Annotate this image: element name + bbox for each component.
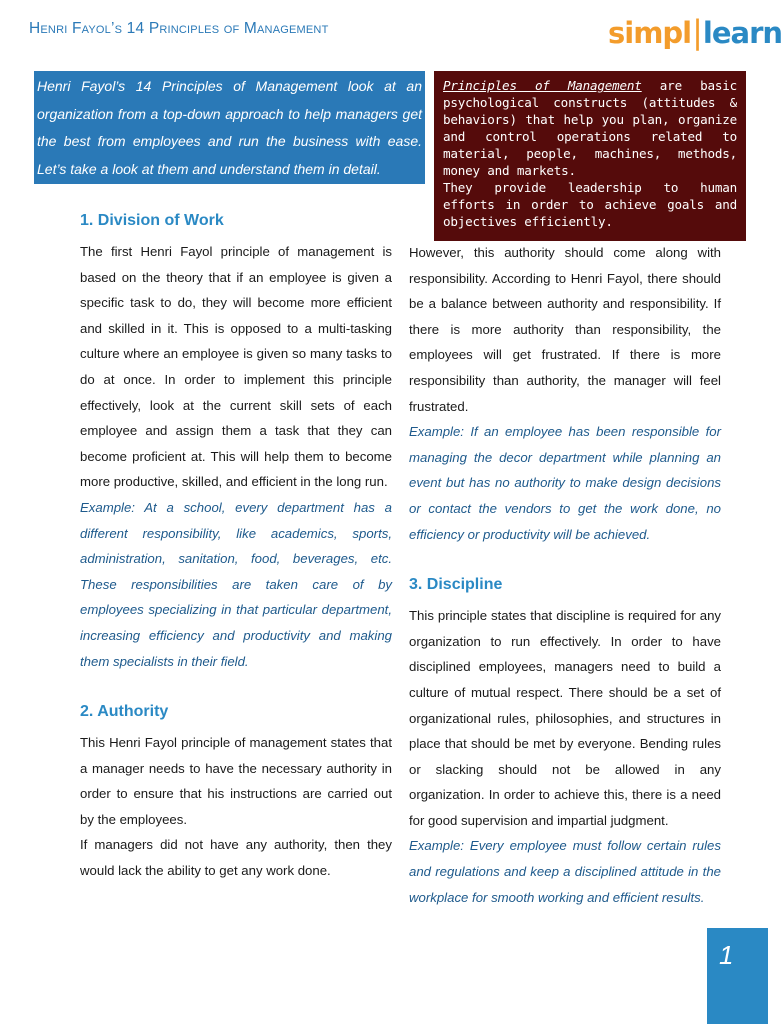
section-heading-authority: 2. Authority: [80, 703, 169, 721]
definition-box: [434, 71, 746, 241]
section-heading-discipline: 3. Discipline: [409, 576, 503, 594]
division-example: Example: At a school, every department has a different responsibility, like academics, sports, administration, sanitation, food, beverages, etc. These responsibilities are taken care of by employees specializing in that particular department, increasing efficiency and productivity and making them specialists in their field.: [80, 499, 392, 669]
definition-line2: They provide leadership to human efforts in order to achieve goals and objectives efficiently.: [443, 180, 737, 229]
simplilearn-logo: [608, 12, 782, 52]
page-number-box: [707, 928, 768, 1024]
intro-text: Henri Fayol’s 14 Principles of Management look at an organization from a top-down approach to help managers get the best from employees and run the business with ease. Let’s take a look at them and understand them in detail.: [37, 78, 422, 177]
logo-part-simpl: simpl: [608, 16, 692, 50]
authority-body2: If managers did not have any authority, then they would lack the ability to get any work done.: [80, 837, 392, 879]
authority-body3: However, this authority should come along with responsibility. According to Henri Fayol, there should be a balance between authority and responsibility. If there is more authority than responsibility, the employees will get frustrated. If there is more responsibility than authority, the manager will feel frustrated.: [409, 245, 721, 414]
discipline-example: Example: Every employee must follow certain rules and regulations and keep a disciplined attitude in the workplace for smooth working and efficient results.: [409, 838, 721, 905]
discipline-body: This principle states that discipline is required for any organization to run effectively. In order to have disciplined employees, managers need to build a culture of mutual respect. There should be a set of organizational rules, philosophies, and structures in place that should be met by everyone. Bending rules or slacking should not be allowed in any organization. In order to achieve this, there is a need for good supervision and impartial judgment.: [409, 608, 721, 828]
page-number: 1: [719, 940, 734, 970]
page-title: Henri Fayol’s 14 Principles of Management: [29, 20, 329, 37]
authority-body1: This Henri Fayol principle of management states that a manager needs to have the necessary authority in order to ensure that his instructions are carried out by the employees.: [80, 735, 392, 827]
right-column: [409, 240, 721, 910]
left-column: [80, 208, 392, 884]
definition-term: Principles of Management: [443, 78, 642, 93]
definition-rest: are basic psychological constructs (attitudes & behaviors) that help you plan, organize and control operations related to material, people, machines, methods, money and markets.: [443, 78, 737, 178]
division-body: The first Henri Fayol principle of management is based on the theory that if an employee is given a specific task to do, they will become more efficient and skilled in it. This is opposed to a multi-tasking culture where an employee is given so many tasks to do at once. In order to implement this principle effectively, look at the current skill sets of each employee and assign them a task that they can become proficient at. This will help them to become more productive, skilled, and efficient in the long run.: [80, 244, 392, 490]
logo-wordmark: [608, 12, 782, 53]
logo-part-learn: learn: [702, 16, 782, 50]
definition-text: [443, 77, 737, 179]
authority-example: Example: If an employee has been responsible for managing the decor department while planning an event but has no authority to make design decisions or contact the vendors to get the work done, no efficiency or productivity will be achieved.: [409, 424, 721, 542]
intro-box: [34, 71, 425, 184]
section-heading-division-of-work: 1. Division of Work: [80, 212, 224, 229]
page-header: [29, 20, 459, 46]
logo-separator: |: [692, 13, 702, 51]
